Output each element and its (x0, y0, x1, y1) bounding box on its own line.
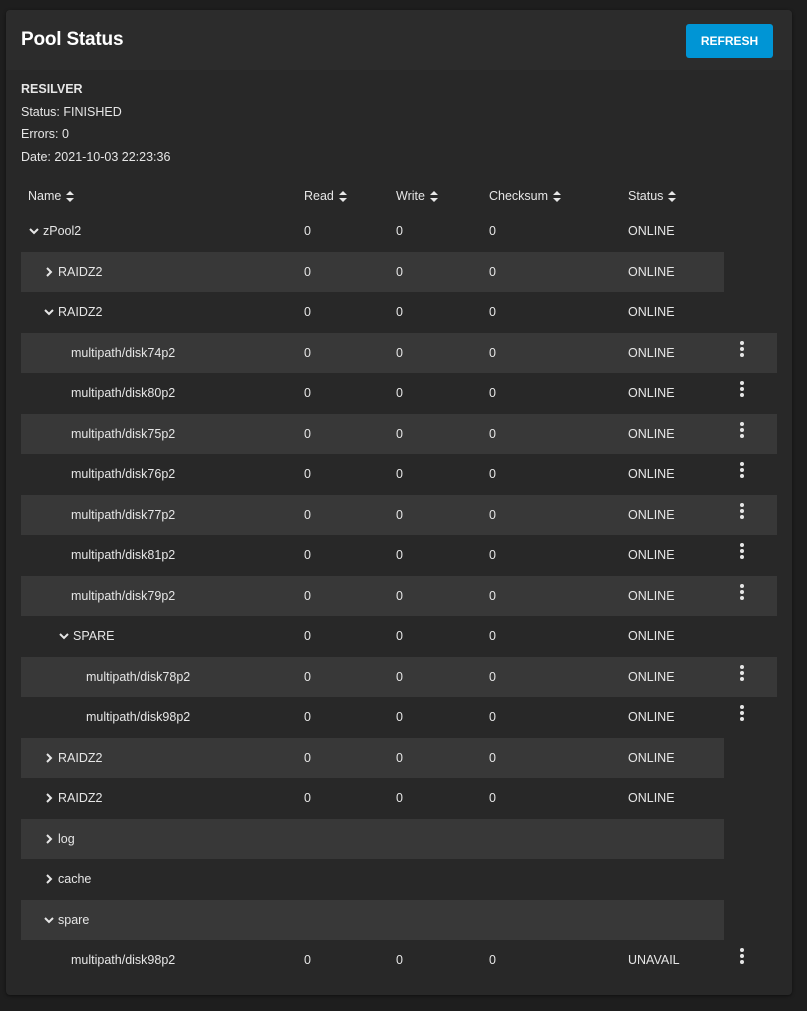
vdev-name: multipath/disk79p2 (71, 588, 176, 603)
vdev-name: RAIDZ2 (58, 305, 103, 319)
name-cell (86, 697, 190, 738)
column-header-label: Read (304, 189, 334, 203)
kebab-dot (740, 948, 744, 952)
kebab-dot (740, 954, 744, 958)
name-cell (86, 657, 190, 698)
table-row[interactable] (21, 900, 777, 941)
status-cell: ONLINE (628, 710, 675, 724)
sort-icon (339, 191, 347, 202)
more-vert-icon[interactable] (736, 462, 748, 482)
checksum-cell: 0 (489, 305, 496, 319)
kebab-dot (740, 584, 744, 588)
status-cell: ONLINE (628, 386, 675, 400)
chevron-right-icon[interactable] (43, 752, 55, 764)
status-cell: ONLINE (628, 224, 675, 238)
kebab-dot (740, 549, 744, 553)
read-cell: 0 (304, 305, 311, 319)
kebab-dot (740, 671, 744, 675)
chevron-down-icon[interactable] (58, 630, 70, 642)
write-cell: 0 (396, 791, 403, 805)
write-cell: 0 (396, 467, 403, 481)
refresh-button[interactable]: REFRESH (686, 24, 773, 58)
more-vert-icon[interactable] (736, 341, 748, 361)
table-row (21, 697, 777, 738)
checksum-cell: 0 (489, 791, 496, 805)
column-header-label: Status (628, 189, 664, 203)
vdev-name: RAIDZ2 (58, 264, 103, 279)
status-cell: ONLINE (628, 669, 675, 684)
write-cell: 0 (396, 264, 403, 279)
read-cell: 0 (304, 953, 311, 967)
card-title: Pool Status (21, 29, 124, 50)
status-cell: ONLINE (628, 750, 675, 765)
kebab-dot (740, 347, 744, 351)
table-row (21, 454, 777, 495)
chevron-down-icon[interactable] (43, 306, 55, 318)
more-vert-icon[interactable] (736, 948, 748, 968)
checksum-cell: 0 (489, 264, 496, 279)
more-vert-icon[interactable] (736, 584, 748, 604)
column-header-status[interactable] (628, 189, 676, 203)
status-cell: ONLINE (628, 629, 675, 643)
name-cell (71, 414, 175, 455)
name-cell (28, 211, 81, 252)
table-row (21, 333, 777, 374)
write-cell: 0 (396, 426, 403, 441)
name-cell (71, 535, 175, 576)
name-cell (58, 616, 114, 657)
write-cell: 0 (396, 345, 403, 360)
kebab-dot (740, 474, 744, 478)
kebab-dot (740, 515, 744, 519)
kebab-dot (740, 677, 744, 681)
kebab-dot (740, 543, 744, 547)
kebab-dot (740, 960, 744, 964)
row-highlight (21, 738, 724, 779)
vdev-name: multipath/disk98p2 (86, 710, 191, 724)
column-header-name[interactable] (28, 189, 74, 203)
read-cell: 0 (304, 345, 311, 360)
table-row[interactable] (21, 819, 777, 860)
write-cell: 0 (396, 386, 403, 400)
read-cell: 0 (304, 710, 311, 724)
checksum-cell: 0 (489, 588, 496, 603)
name-cell (71, 940, 175, 981)
vdev-name: multipath/disk81p2 (71, 548, 176, 562)
chevron-down-icon[interactable] (28, 225, 40, 237)
name-cell (43, 778, 102, 819)
vdev-name: RAIDZ2 (58, 750, 103, 765)
checksum-cell: 0 (489, 224, 496, 238)
read-cell: 0 (304, 669, 311, 684)
vdev-name: multipath/disk76p2 (71, 467, 176, 481)
read-cell: 0 (304, 224, 311, 238)
write-cell: 0 (396, 750, 403, 765)
table-row (21, 373, 777, 414)
chevron-right-icon[interactable] (43, 873, 55, 885)
vdev-name: spare (58, 912, 90, 927)
vdev-name: cache (58, 872, 92, 886)
column-header-label: Name (28, 189, 62, 203)
more-vert-icon[interactable] (736, 705, 748, 725)
name-cell (71, 454, 175, 495)
write-cell: 0 (396, 588, 403, 603)
more-vert-icon[interactable] (736, 381, 748, 401)
table-row (21, 495, 777, 536)
kebab-dot (740, 705, 744, 709)
status-cell: ONLINE (628, 305, 675, 319)
write-cell: 0 (396, 629, 403, 643)
table-row (21, 414, 777, 455)
vdev-name: multipath/disk78p2 (86, 669, 191, 684)
vdev-name: multipath/disk75p2 (71, 426, 176, 441)
status-cell: ONLINE (628, 264, 675, 279)
table-row (21, 940, 777, 981)
name-cell (43, 819, 75, 860)
sort-icon (553, 191, 561, 202)
name-cell (43, 859, 91, 900)
read-cell: 0 (304, 507, 311, 522)
checksum-cell: 0 (489, 710, 496, 724)
checksum-cell: 0 (489, 386, 496, 400)
scan-date: Date: 2021-10-03 22:23:36 (21, 150, 171, 164)
status-cell: ONLINE (628, 345, 675, 360)
read-cell: 0 (304, 264, 311, 279)
column-header-checksum[interactable] (489, 189, 561, 203)
sort-icon (430, 191, 438, 202)
card-header (6, 10, 792, 70)
table-row[interactable] (21, 778, 777, 819)
read-cell: 0 (304, 386, 311, 400)
status-cell: ONLINE (628, 467, 675, 481)
checksum-cell: 0 (489, 507, 496, 522)
table-row (21, 576, 777, 617)
vdev-name: multipath/disk80p2 (71, 386, 176, 400)
scan-title: RESILVER (21, 82, 83, 96)
kebab-dot (740, 393, 744, 397)
scan-errors: Errors: 0 (21, 127, 69, 141)
write-cell: 0 (396, 710, 403, 724)
row-highlight (21, 819, 724, 860)
write-cell: 0 (396, 224, 403, 238)
column-header-write[interactable] (396, 189, 438, 203)
checksum-cell: 0 (489, 669, 496, 684)
status-cell: ONLINE (628, 588, 675, 603)
sort-icon (66, 191, 74, 202)
table-row[interactable] (21, 859, 777, 900)
read-cell: 0 (304, 791, 311, 805)
kebab-dot (740, 462, 744, 466)
kebab-dot (740, 711, 744, 715)
write-cell: 0 (396, 548, 403, 562)
table-row[interactable] (21, 292, 777, 333)
kebab-dot (740, 434, 744, 438)
row-highlight (21, 252, 724, 293)
kebab-dot (740, 422, 744, 426)
name-cell (71, 333, 175, 374)
vdev-name: RAIDZ2 (58, 791, 103, 805)
kebab-dot (740, 428, 744, 432)
more-vert-icon[interactable] (736, 422, 748, 442)
name-cell (43, 292, 102, 333)
vdev-name: log (58, 831, 75, 846)
checksum-cell: 0 (489, 629, 496, 643)
status-cell: UNAVAIL (628, 953, 680, 967)
read-cell: 0 (304, 629, 311, 643)
checksum-cell: 0 (489, 548, 496, 562)
kebab-dot (740, 381, 744, 385)
status-cell: ONLINE (628, 426, 675, 441)
table-header (21, 186, 781, 208)
scan-status: Status: FINISHED (21, 105, 122, 119)
read-cell: 0 (304, 426, 311, 441)
read-cell: 0 (304, 750, 311, 765)
status-cell: ONLINE (628, 548, 675, 562)
table-row[interactable] (21, 738, 777, 779)
write-cell: 0 (396, 305, 403, 319)
write-cell: 0 (396, 669, 403, 684)
status-cell: ONLINE (628, 791, 675, 805)
kebab-dot (740, 353, 744, 357)
row-highlight (21, 900, 724, 941)
name-cell (43, 738, 102, 779)
read-cell: 0 (304, 467, 311, 481)
kebab-dot (740, 387, 744, 391)
more-vert-icon[interactable] (736, 665, 748, 685)
read-cell: 0 (304, 548, 311, 562)
table-row (21, 657, 777, 698)
kebab-dot (740, 590, 744, 594)
vdev-name: multipath/disk98p2 (71, 953, 176, 967)
kebab-dot (740, 596, 744, 600)
more-vert-icon[interactable] (736, 543, 748, 563)
checksum-cell: 0 (489, 345, 496, 360)
write-cell: 0 (396, 507, 403, 522)
pool-tree-table (21, 211, 777, 981)
table-row[interactable] (21, 252, 777, 293)
name-cell (71, 576, 175, 617)
column-header-label: Checksum (489, 189, 549, 203)
table-row[interactable] (21, 616, 777, 657)
name-cell (71, 373, 175, 414)
kebab-dot (740, 468, 744, 472)
name-cell (43, 900, 89, 941)
checksum-cell: 0 (489, 426, 496, 441)
table-row (21, 535, 777, 576)
kebab-dot (740, 717, 744, 721)
checksum-cell: 0 (489, 467, 496, 481)
chevron-down-icon[interactable] (43, 914, 55, 926)
sort-icon (668, 191, 676, 202)
chevron-right-icon[interactable] (43, 266, 55, 278)
vdev-name: SPARE (73, 629, 115, 643)
name-cell (43, 252, 102, 293)
status-cell: ONLINE (628, 507, 675, 522)
checksum-cell: 0 (489, 750, 496, 765)
checksum-cell: 0 (489, 953, 496, 967)
kebab-dot (740, 503, 744, 507)
more-vert-icon[interactable] (736, 503, 748, 523)
pool-status-card (6, 10, 792, 995)
kebab-dot (740, 665, 744, 669)
vdev-name: multipath/disk74p2 (71, 345, 176, 360)
name-cell (71, 495, 175, 536)
column-header-read[interactable] (304, 189, 347, 203)
write-cell: 0 (396, 953, 403, 967)
read-cell: 0 (304, 588, 311, 603)
chevron-right-icon[interactable] (43, 792, 55, 804)
kebab-dot (740, 341, 744, 345)
column-header-label: Write (396, 189, 425, 203)
vdev-name: multipath/disk77p2 (71, 507, 176, 522)
kebab-dot (740, 509, 744, 513)
table-row[interactable] (21, 211, 777, 252)
chevron-right-icon[interactable] (43, 833, 55, 845)
vdev-name: zPool2 (43, 224, 82, 238)
kebab-dot (740, 555, 744, 559)
